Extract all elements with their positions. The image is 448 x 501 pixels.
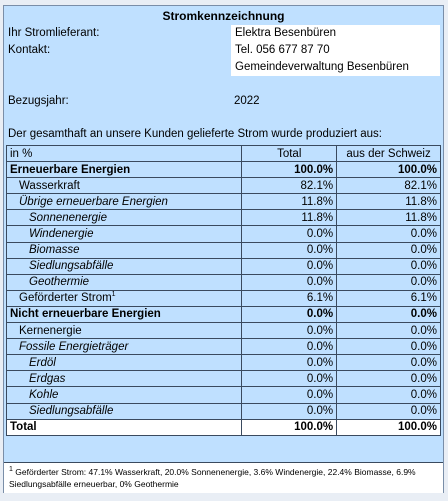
row-total: 0.0% [242,242,337,258]
table-row [7,339,441,355]
row-label: Geothermie [7,274,242,290]
header-total: Total [242,146,337,162]
energy-label-sheet [3,5,444,493]
year-value: 2022 [234,95,260,107]
table-row [7,242,441,258]
row-swiss: 100.0% [337,419,441,435]
row-total: 0.0% [242,355,337,371]
energy-mix-table [6,145,441,436]
row-swiss: 0.0% [337,274,441,290]
row-total: 11.8% [242,210,337,226]
supplier-phone: Tel. 056 677 87 70 [231,42,440,59]
row-label: Sonnenenergie [7,210,242,226]
row-swiss: 0.0% [337,242,441,258]
row-total: 0.0% [242,371,337,387]
table-row [7,178,441,194]
supplier-admin: Gemeindeverwaltung Besenbüren [231,59,440,76]
row-total: 0.0% [242,306,337,322]
row-total: 0.0% [242,339,337,355]
table-row [7,371,441,387]
row-swiss: 0.0% [337,306,441,322]
row-swiss: 0.0% [337,371,441,387]
row-total: 82.1% [242,178,337,194]
row-swiss: 82.1% [337,178,441,194]
table-row [7,162,441,178]
footnote [4,462,443,493]
row-label: Kernenergie [7,323,242,339]
supplier-label: Ihr Stromlieferant: [8,27,100,39]
header-unit: in % [7,146,242,162]
row-total: 0.0% [242,258,337,274]
table-header-row [7,146,441,162]
row-total: 11.8% [242,194,337,210]
table-row [7,306,441,322]
row-label: Übrige erneuerbare Energien [7,194,242,210]
table-row [7,403,441,419]
row-swiss: 6.1% [337,290,441,306]
sheet-title: Stromkennzeichnung [162,9,285,23]
row-label: Kohle [7,387,242,403]
row-label: Biomasse [7,242,242,258]
row-label: Wasserkraft [7,178,242,194]
table-row [7,258,441,274]
intro-text: Der gesamthaft an unsere Kunden gelieferte Strom wurde produziert aus: [8,128,382,140]
table-row [7,323,441,339]
row-total: 0.0% [242,387,337,403]
row-label: Siedlungsabfälle [7,258,242,274]
row-swiss: 100.0% [337,162,441,178]
row-swiss: 11.8% [337,194,441,210]
row-swiss: 0.0% [337,226,441,242]
footnote-marker: 1 [9,466,13,474]
table-row [7,355,441,371]
row-label: Fossile Energieträger [7,339,242,355]
row-swiss: 0.0% [337,323,441,339]
row-total: 6.1% [242,290,337,306]
table-row [7,226,441,242]
footnote-ref: 1 [111,291,116,299]
row-label: Siedlungsabfälle [7,403,242,419]
row-swiss: 0.0% [337,339,441,355]
table-row [7,290,441,306]
row-swiss: 0.0% [337,403,441,419]
row-total: 0.0% [242,403,337,419]
year-label: Bezugsjahr: [8,95,69,107]
table-row-total [7,419,441,435]
row-swiss: 0.0% [337,355,441,371]
row-label [7,290,242,306]
row-label: Erneuerbare Energien [7,162,242,178]
footnote-text: Geförderter Strom: 47.1% Wasserkraft, 20.0% Sonnenenergie, 3.6% Windenergie, 22.4% Biomasse, 6.9% Siedlungsabfälle erneuerbar, 0% Geothermie [9,467,416,489]
row-label: Windenergie [7,226,242,242]
row-total: 100.0% [242,162,337,178]
row-label: Erdöl [7,355,242,371]
row-total: 0.0% [242,274,337,290]
row-swiss: 0.0% [337,258,441,274]
table-row [7,210,441,226]
supplier-name: Elektra Besenbüren [231,25,440,42]
row-label-text: Geförderter Strom [19,292,112,305]
row-label: Erdgas [7,371,242,387]
table-row [7,387,441,403]
row-total: 0.0% [242,323,337,339]
row-swiss: 11.8% [337,210,441,226]
table-row [7,194,441,210]
table-row [7,274,441,290]
row-total: 100.0% [242,419,337,435]
row-total: 0.0% [242,226,337,242]
row-label: Total [7,419,242,435]
row-swiss: 0.0% [337,387,441,403]
header-swiss: aus der Schweiz [337,146,441,162]
row-label: Nicht erneuerbare Energien [7,306,242,322]
contact-label: Kontakt: [8,44,51,56]
